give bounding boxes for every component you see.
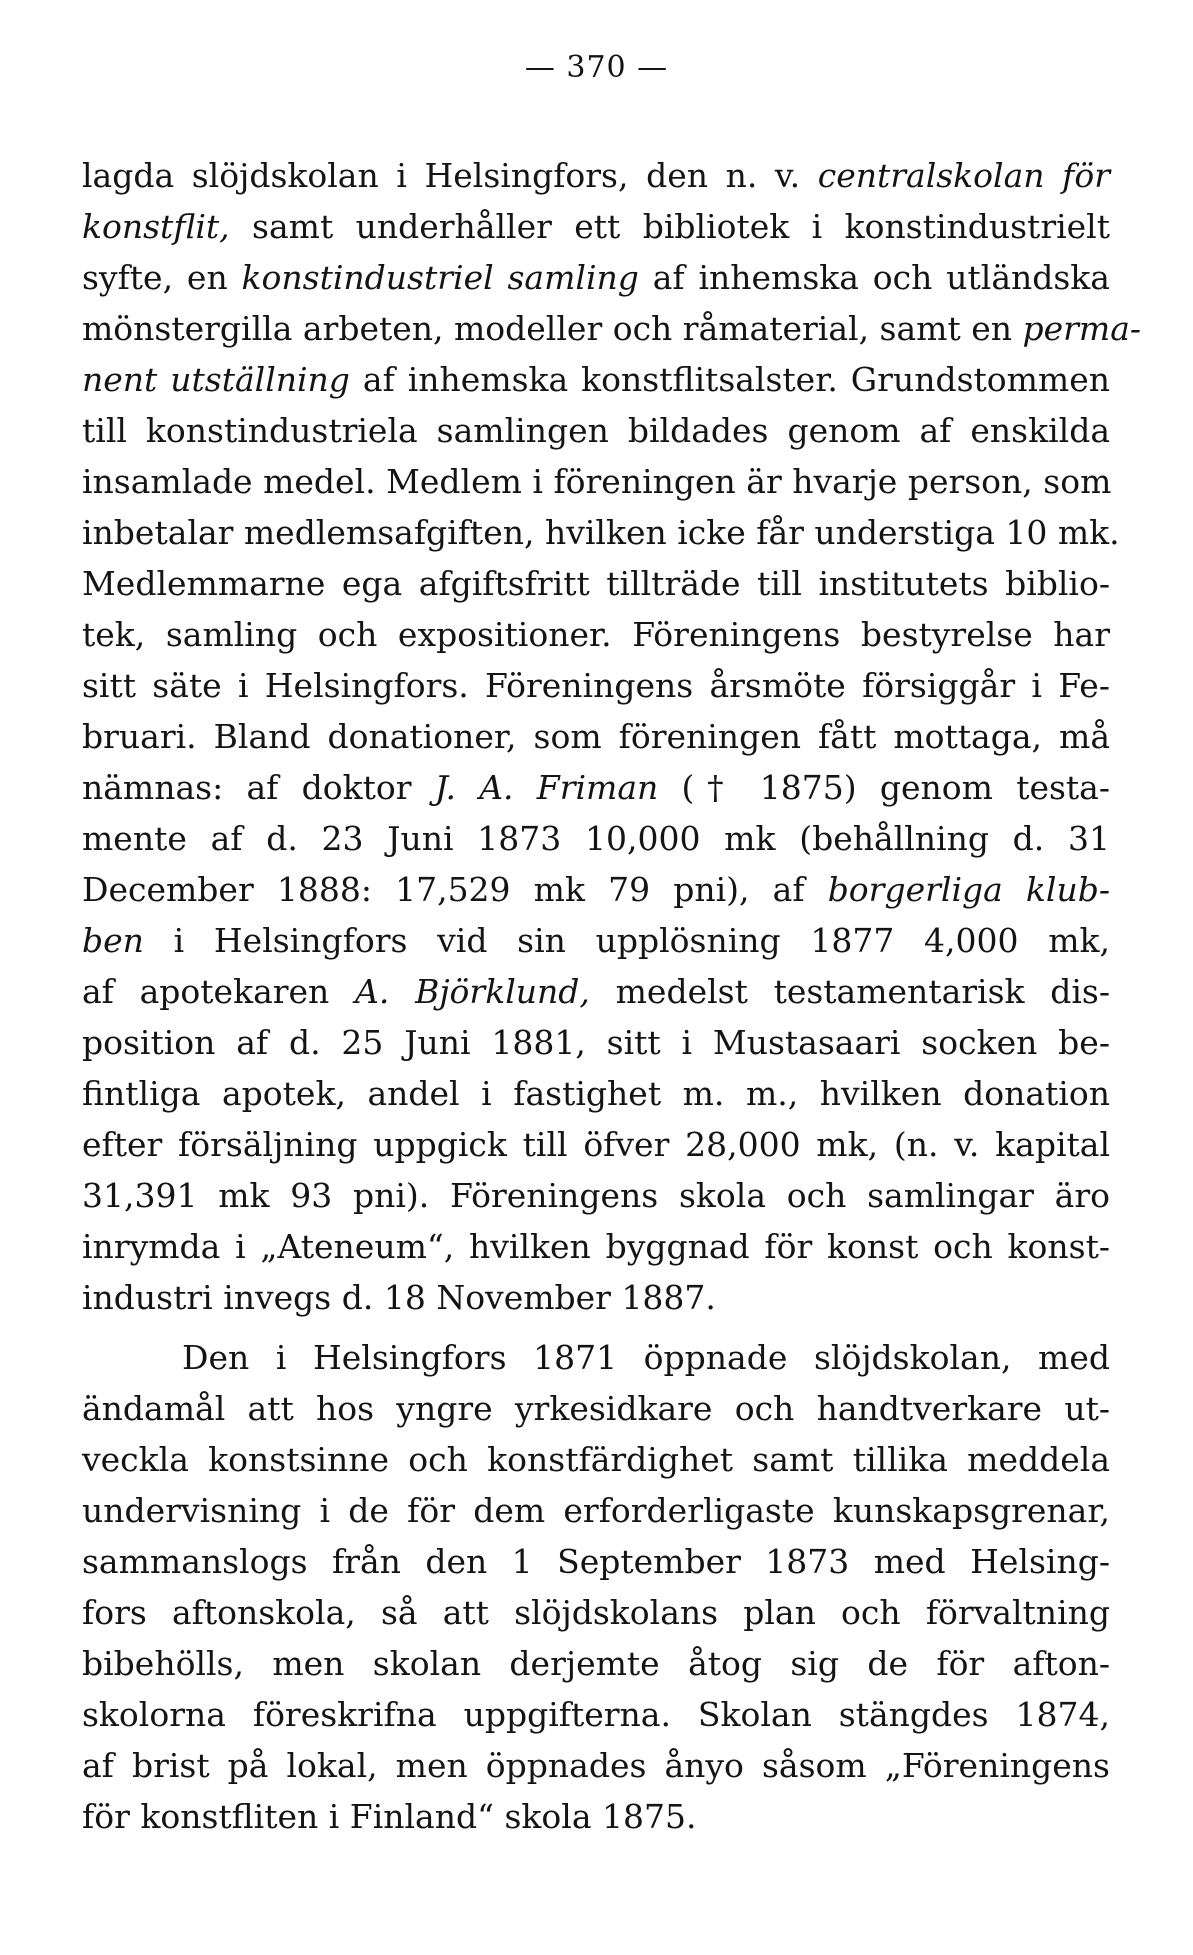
text-segment: skolorna föreskrifna uppgifterna. Skolan stängdes 1874, bbox=[82, 1695, 1110, 1734]
text-line bbox=[82, 915, 1110, 966]
text-line bbox=[82, 1587, 1110, 1638]
text-segment: nämnas: af doktor bbox=[82, 768, 435, 807]
text-line bbox=[82, 1740, 1110, 1791]
text-line bbox=[82, 1017, 1110, 1068]
italic-segment: nent utställning bbox=[82, 360, 350, 399]
text-segment: af apotekaren bbox=[82, 972, 356, 1011]
text-segment: position af d. 25 Juni 1881, sitt i Mustasaari socken be- bbox=[82, 1023, 1110, 1062]
text-segment: († 1875) genom testa- bbox=[658, 768, 1111, 807]
text-line bbox=[82, 1332, 1110, 1383]
text-segment: i Helsingfors vid sin upplösning 1877 4,000 mk, bbox=[143, 921, 1110, 960]
text-segment: bibehölls, men skolan derjemte åtog sig de för afton- bbox=[82, 1644, 1110, 1683]
italic-segment: perma- bbox=[1022, 309, 1142, 348]
text-line bbox=[82, 1791, 1110, 1842]
italic-segment: konstflit, bbox=[82, 207, 230, 246]
page-number: — 370 — bbox=[524, 50, 669, 85]
text-segment: fors aftonskola, så att slöjdskolans plan och förvaltning bbox=[82, 1593, 1110, 1632]
text-line bbox=[82, 1170, 1110, 1221]
text-line bbox=[82, 1119, 1110, 1170]
text-segment: efter försäljning uppgick till öfver 28,000 mk, (n. v. kapital bbox=[82, 1125, 1110, 1164]
text-line bbox=[82, 1638, 1110, 1689]
text-segment: Medlemmarne ega afgiftsfritt tillträde till institutets biblio- bbox=[82, 564, 1110, 603]
paragraph-1 bbox=[82, 150, 1142, 1323]
text-segment: Den i Helsingfors 1871 öppnade slöjdskolan, med bbox=[182, 1338, 1110, 1377]
text-segment: af inhemska och utländska bbox=[638, 258, 1110, 297]
text-line bbox=[82, 405, 1110, 456]
text-line bbox=[82, 864, 1110, 915]
paragraph-2 bbox=[82, 1332, 1110, 1842]
text-segment: undervisning i de för dem erforderligaste kunskapsgrenar, bbox=[82, 1491, 1110, 1530]
italic-segment: borgerliga klub- bbox=[827, 870, 1111, 909]
text-segment: veckla konstsinne och konstfärdighet samt tillika meddela bbox=[82, 1440, 1110, 1479]
text-segment: mönstergilla arbeten, modeller och råmaterial, samt en bbox=[82, 309, 1023, 348]
text-line bbox=[82, 1689, 1110, 1740]
italic-segment: centralskolan för bbox=[817, 156, 1110, 195]
text-line bbox=[82, 660, 1110, 711]
italic-segment: A. Björklund, bbox=[355, 972, 590, 1011]
text-segment: insamlade medel. Medlem i föreningen är hvarje person, som bbox=[82, 462, 1112, 501]
text-segment: inbetalar medlemsafgiften, hvilken icke får understiga 10 mk. bbox=[82, 513, 1120, 552]
text-line bbox=[82, 1068, 1110, 1119]
text-segment: till konstindustriela samlingen bildades genom af enskilda bbox=[82, 411, 1110, 450]
text-segment: bruari. Bland donationer, som föreningen fått mottaga, må bbox=[82, 717, 1110, 756]
text-segment: industri invegs d. 18 November 1887. bbox=[82, 1278, 716, 1317]
text-segment: 31,391 mk 93 pni). Föreningens skola och samlingar äro bbox=[82, 1176, 1110, 1215]
text-line bbox=[82, 1485, 1110, 1536]
text-line bbox=[82, 354, 1110, 405]
text-segment: för konstfliten i Finland“ skola 1875. bbox=[82, 1797, 697, 1836]
italic-segment: ben bbox=[82, 921, 144, 960]
text-segment: sitt säte i Helsingfors. Föreningens årsmöte försiggår i Fe- bbox=[82, 666, 1110, 705]
text-segment: tek, samling och expositioner. Föreningens bestyrelse har bbox=[82, 615, 1110, 654]
italic-segment: J. A. Friman bbox=[434, 768, 659, 807]
text-segment: sammanslogs från den 1 September 1873 med Helsing- bbox=[82, 1542, 1110, 1581]
text-line bbox=[82, 1383, 1110, 1434]
text-segment: fintliga apotek, andel i fastighet m. m., hvilken donation bbox=[82, 1074, 1110, 1113]
text-segment: af brist på lokal, men öppnades ånyo såsom „Föreningens bbox=[82, 1746, 1110, 1785]
text-segment: December 1888: 17,529 mk 79 pni), af bbox=[82, 870, 828, 909]
text-line bbox=[82, 150, 1110, 201]
text-line bbox=[82, 1434, 1110, 1485]
text-line bbox=[82, 966, 1110, 1017]
text-line bbox=[82, 1272, 1110, 1323]
text-line bbox=[82, 201, 1110, 252]
text-line bbox=[82, 558, 1110, 609]
text-line bbox=[82, 813, 1110, 864]
text-segment: mente af d. 23 Juni 1873 10,000 mk (behållning d. 31 bbox=[82, 819, 1110, 858]
text-line bbox=[82, 303, 1142, 354]
text-segment: inrymda i „Ateneum“, hvilken byggnad för konst och konst- bbox=[82, 1227, 1110, 1266]
text-segment: af inhemska konstflitsalster. Grundstommen bbox=[349, 360, 1111, 399]
italic-segment: konstindustriel samling bbox=[241, 258, 639, 297]
text-line bbox=[82, 252, 1110, 303]
text-line bbox=[82, 762, 1110, 813]
text-segment: ändamål att hos yngre yrkesidkare och handtverkare ut- bbox=[82, 1389, 1110, 1428]
text-line bbox=[82, 609, 1110, 660]
text-segment: syfte, en bbox=[82, 258, 242, 297]
text-line bbox=[82, 711, 1110, 762]
text-line bbox=[82, 507, 1120, 558]
text-line bbox=[82, 1536, 1110, 1587]
text-line bbox=[82, 456, 1110, 507]
text-segment: samt underhåller ett bibliotek i konstindustrielt bbox=[229, 207, 1110, 246]
text-segment: medelst testamentarisk dis- bbox=[589, 972, 1110, 1011]
text-segment: lagda slöjdskolan i Helsingfors, den n. v. bbox=[82, 156, 818, 195]
text-line bbox=[82, 1221, 1110, 1272]
